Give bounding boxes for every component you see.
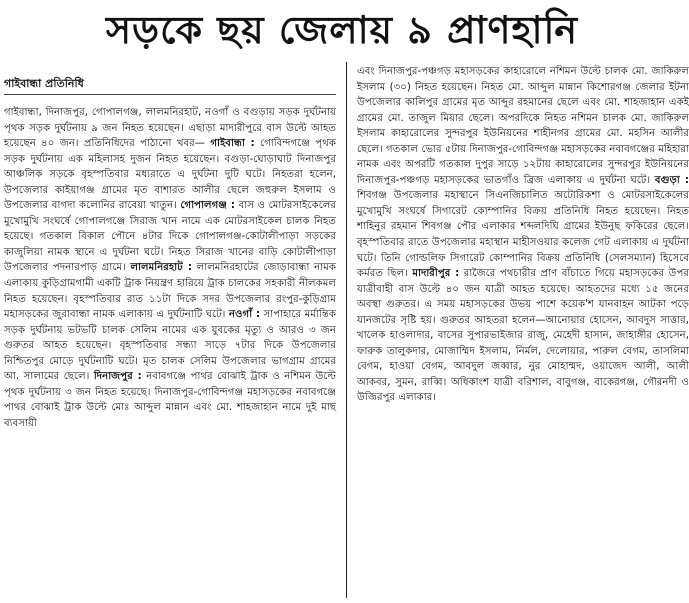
- gopalganj-label: গোপালগঞ্জ :: [180, 200, 235, 212]
- byline: গাইবান্ধা প্রতিনিধি: [4, 76, 336, 95]
- bogura-text: শিবগঞ্জ উপজেলার মহাস্থানে সিএনজিচালিত অটোরিকশা ও মোটরসাইকেলের মুখোমুখি সংঘর্ষে সিগারেট কোম্পানির বিক্রয় প্রতিনিধি নিহত হয়েছেন। নিহত শাহিনুর রহমান শিবগঞ্জ পৌর এলাকার শব্দলদিঘি গ্রামের ইউনুছ ফকিরের ছেলে। বৃহস্পতিবার রাতে উপজেলার মহাস্থান মাহীসওয়ার কলেজ গেট এলাকায় এ দুর্ঘটনা ঘটে। তিনি গোল্ডলিফ সিগারেট কোম্পানির বিক্রয় প্রতিনিধি (সেলসম্যান) হিসেবে কর্মরত ছিল।: [357, 190, 689, 280]
- naogaon-label: নওগাঁ :: [228, 309, 261, 321]
- dinajpur-text: নবাবগঞ্জে পাথর বোঝাই ট্রাক ও নশিমন উল্টে পৃথক দুর্ঘটনায় ৩ জন নিহত হয়েছে। দিনাজপুর-গোবিন্দগঞ্জ মহাসড়কের নবাবগঞ্জে পাথর বোঝাই ট্রাক উল্টে মোঃ আব্দুল মান্নান এবং মো. শাহজাহান নামে দুই মাছ ব্যবসায়ী: [4, 371, 336, 429]
- naogaon-text: সাপাহারে মর্মান্তিক সড়ক দুর্ঘটনায় ভটভটি চালক সেলিম নামের এক যুবকের মৃত্যু ও আরও ৩ জন গুরুতর আহত হয়েছেন। বৃহস্পতিবার সন্ধ্যা সাড়ে ৭টার দিকে উপজেলার নিশ্চিতপুর মোড়ে দুর্ঘটনাটি ঘটে। মৃত চালক সেলিম উপজেলার ভাগগ্রাম গ্রামের আ. সালামের ছেলে।: [4, 309, 336, 383]
- article-body-right: [357, 64, 689, 406]
- article-column-right: [357, 64, 689, 603]
- gopalganj-text: বাস ও মোটরসাইকেলের মুখোমুখি সংঘর্ষে গোপালগঞ্জে সিরাজ খান নামে এক মোটরসাইকেল চালক নিহত হয়েছে। গতকাল বিকাল পৌনে ৪টার দিকে গোপালগঞ্জ-কোটালীপাড়া সড়কের কাজুলিয়া নামক স্থানে এ দুর্ঘটনা ঘটে। নিহত সিরাজ খানের বাড়ি কোটালীপাড়া উপজেলার পদনারপাড় গ্রামে।: [4, 200, 336, 274]
- headline: সড়কে ছয় জেলায় ৯ প্রাণহানি: [105, 8, 579, 52]
- gaibandha-label: গাইবান্ধা :: [210, 138, 255, 150]
- dinajpur-continuation: এবং দিনাজপুর-পঞ্চগড় মহাসড়কের কাহারোলে নশিমন উল্টে চালক মো. জাকিরুল ইসলাম (৩০) নিহত হয়েছেন। নিহত মো. আব্দুল মান্নান কিশোরগঞ্জ জেলার ইটনা উপজেলার কালিপুর গ্রামের মৃত আব্দুর রহমানের ছেলে এবং মো. শাহজাহান একই গ্রামের মো. তাজুল মিয়ার ছেলে। অপরদিকে নিহত নশিমন চালক মো. জাকিরুল ইসলাম কাহারোলের সুন্দরপুর ইউনিয়নের শাহীনগর গ্রামের মো. মহসিন আলীর ছেলে। গতকাল ভোর ৫টায় দিনাজপুর-গোবিন্দগঞ্জ মহাসড়কের নবাবগঞ্জের মহিহারা নামক এবং অপরটি গতকাল দুপুর সাড়ে ১২টায় কাহারোলের সুন্দরপুর ইউনিয়নের দিনাজপুর-পঞ্চগড় মহাসড়কের ভাতগাঁও ব্রিজ এলাকায় এ দুর্ঘটনা ঘটে।: [357, 66, 689, 186]
- madaripur-text: রাজৈরে পথচারীর প্রাণ বাঁচাতে গিয়ে মহাসড়কের উপর যাত্রীবাহী বাস উল্টে ৪০ জন যাত্রী আহত হয়েছে। আহতদের মধ্যে ১৫ জনের অবস্থা গুরুতর। এ সময় মহাসড়কের উভয় পাশে কয়েক'শ যানবাহন আটকা পড়ে যানজটের সৃষ্টি হয়। গুরুতর আহতরা হলেন—আনোয়ার হোসেন, আবদুস সাত্তার, খালেক হাওলাদার, বাসের সুপারভাইজার রাজু, মেহেদী হাসান, জাহাঙ্গীর হোসেন, ফারুক তালুকদার, মোজাম্মিদ ইসলাম, নির্মল, দেলোয়ার, পারুল বেগম, তাসলিমা বেগম, হাওয়া বেগম, আবদুল জব্বার, নুর মোহাম্মদ, ওয়াজেদ আলী, আলী আকবর, সুমন, রাব্বি। অধিকাংশ যাত্রী বরিশাল, বাবুগঞ্জ, বাকেরগঞ্জ, গৌরনদী ও উজিরপুর এলাকার।: [357, 268, 689, 404]
- article-column-left: [4, 76, 336, 603]
- lalmonirhat-text: লালমনিরহাটের জোড়াবান্ধা নামক এলাকায় কুড়িগ্রামগামী একটি ট্রাক নিয়ন্ত্রণ হারিয়ে ট্রাক চালকের সহকারী নীলকমল নিহত হয়েছেন। বৃহস্পতিবার রাত ১১টা দিকে সদর উপজেলার রংপুর-কুড়িগ্রাম মহাসড়কের জুরাবান্ধা নামক এলাকায় এ দুর্ঘটনাটি ঘটে।: [4, 262, 337, 321]
- intro-text: গাইবান্ধা, দিনাজপুর, গোপালগঞ্জ, লালমনিরহাট, নওগাঁ ও বগুড়ায় সড়ক দুর্ঘটনায় পৃথক সড়ক দুর্ঘটনায় ৯ জন নিহত হয়েছেন। এছাড়া মাদারীপুরে বাস উল্টে আহত হয়েছেন ৪০ জন। প্রতিনিধিদের পাঠানো খবর—: [4, 107, 336, 150]
- madaripur-label: মাদারীপুর :: [412, 268, 460, 280]
- lalmonirhat-label: লালমনিরহাট :: [130, 262, 192, 274]
- article-body-left: [4, 105, 336, 431]
- column-divider: [346, 62, 347, 598]
- gaibandha-text: গোবিন্দগঞ্জে পৃথক সড়ক দুর্ঘটনায় এক মহিলাসহ দুজন নিহত হয়েছেন। বগুড়া-ঘোড়াঘাট দিনাজপুর আঞ্চলিক সড়কে বৃহস্পতিবার মধ্যরাতে এ দুর্ঘটনা দুটি ঘটে। নিহতরা হলেন, উপজেলার কাইয়াগঞ্জ গ্রামের মৃত বাশারত আলীর ছেলে জহুরুল ইসলাম ও উপজেলার বাগদা কলোনির রাবেয়া খাতুন।: [4, 138, 336, 212]
- bogura-label: বগুড়া :: [654, 174, 689, 186]
- dinajpur-label: দিনাজপুর :: [93, 371, 142, 383]
